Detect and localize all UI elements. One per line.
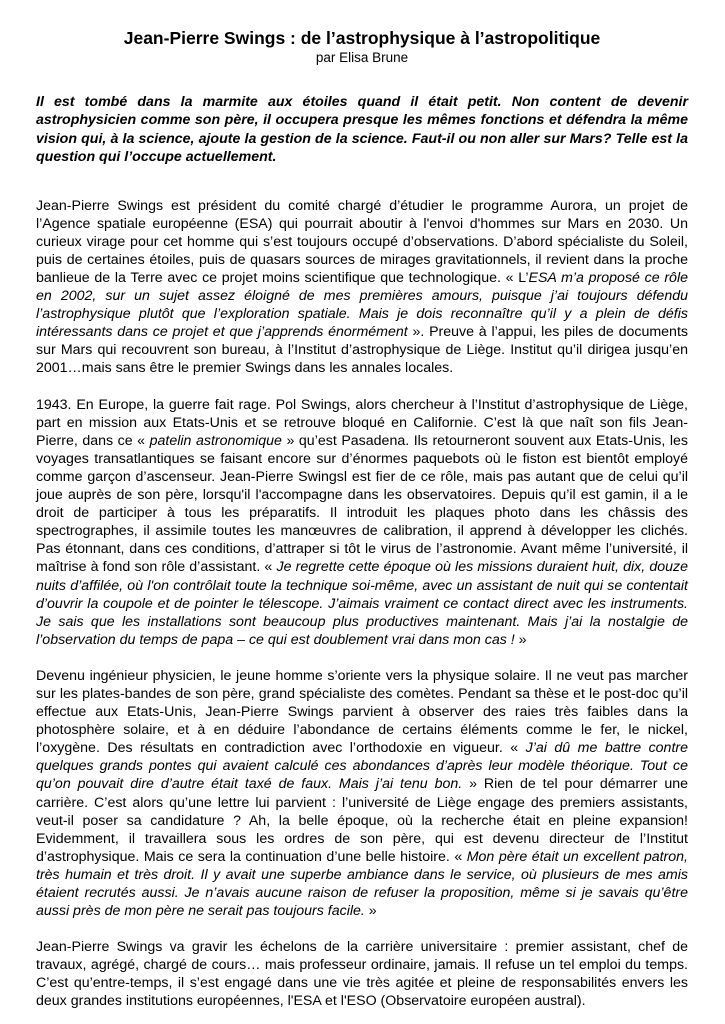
paragraph-1-text-c: ». Preuve à l’appui, les piles de documents sur Mars qui recouvrent son bureau, à l’Institut d’astrophysique de Liège. Institut qu’il dirigea jusqu’en 2001…mais sans être le premier Swings dans les annales locales.: [36, 324, 688, 377]
article-title: Jean-Pierre Swings : de l’astrophysique à l’astropolitique: [123, 28, 601, 48]
paragraph-2-quote: Je regrette cette époque où les missions duraient huit, dix, douze nuits d’affilée, où l'on contrôlait toute la technique soi-même, avec un assistant de nuit qui se contentait d’ouvrir la coupole et de pointer le télescope. J’aimais vraiment ce contact direct avec les instruments. Je sais que les installations sont beaucoup plus productives maintenant. Mais j’ai la nostalgie de l’observation du temps de papa – ce qui est doublement vrai dans mon cas !: [36, 559, 688, 648]
paragraph-1-quote: ESA m’a proposé ce rôle en 2002, sur un sujet assez éloigné de mes premières amours, puisque j’ai toujours défendu l’astrophysique plutôt que l’exploration spatiale. Mais je dois reconnaître qu’il y a plein de défis intéressants dans ce projet et que j’apprends énormément: [36, 270, 688, 341]
paragraph-1: [36, 197, 688, 378]
article-byline: par Elisa Brune: [315, 50, 409, 65]
paragraph-1-text-a: Jean-Pierre Swings est président du comité chargé d’étudier le programme Aurora, un projet de l’Agence spatiale européenne (ESA) qui pourrait aboutir à l'envoi d'hommes sur Mars en 2030. Un curieux virage pour cet homme qui s’est toujours occupé d’observations. D’abord spécialiste du Soleil, puis de certaines étoiles, puis de quasars sources de mirages gravitationnels, il revient dans la proche banlieue de la Terre avec ce projet moins scientifique que technologique. « L’: [36, 197, 688, 286]
document-page: [36, 28, 688, 1011]
paragraph-2-text-c: » qu’est Pasadena. Ils retourneront souvent aux Etats-Unis, les voyages transatlantiques se faisant encore sur d’énormes paquebots où le fiston est bientôt employé comme garçon d’ascenseur. Jean-Pierre Swingsl est fier de ce rôle, mais pas autant que de celui qu’il joue auprès de son père, lorsqu'il l'accompagne dans les observatoires. Depuis qu’il est gamin, il a le droit de participer à tous les préparatifs. Il introduit les plaques photo dans les châssis des spectrographes, il assimile toutes les manœuvres de calibration, il apprend à développer les clichés. Pas étonnant, dans ces conditions, d’attraper si tôt le virus de l’astronomie. Avant même l’université, il maîtrise à fond son rôle d’assistant. «: [36, 432, 688, 576]
paragraph-2-text-a: 1943. En Europe, la guerre fait rage. Pol Swings, alors chercheur à l’Institut d’astrophysique de Liège, part en mission aux Etats-Unis et se retrouve bloqué en Californie. C’est là que naît son fils Jean-Pierre, dans ce «: [36, 396, 688, 449]
paragraph-2-italic-b: patelin astronomique: [149, 432, 282, 449]
paragraph-3-text-a: Devenu ingénieur physicien, le jeune homme s’oriente vers la physique solaire. Il ne veut pas marcher sur les plates-bandes de son père, grand spécialiste des comètes. Pendant sa thèse et le post-doc qu’il effectue aux Etats-Unis, Jean-Pierre Swings parvient à observer des raies très faibles dans la photosphère solaire, et à en déduire l’abondance de certains éléments comme le fer, le nickel, l’oxygène. Des résultats en contradiction avec l’orthodoxie en vigueur. «: [36, 667, 688, 757]
paragraph-3-quote-2: Mon père était un excellent patron, très humain et très droit. Il y avait une superbe ambiance dans le service, où plusieurs de mes amis étaient recrutés aussi. Je n’avais aucune raison de refuser la proposition, même si je savais qu’être aussi près de mon père ne serait pas toujours facile.: [36, 848, 688, 920]
article-lede: Il est tombé dans la marmite aux étoiles quand il était petit. Non content de devenir astrophysicien comme son père, il occupera presque les mêmes fonctions et défendra la même vision qui, à la science, ajoute la gestion de la science. Faut-il ou non aller sur Mars? Telle est la question qui l’occupe actuellement.: [36, 94, 688, 166]
paragraph-4: Jean-Pierre Swings va gravir les échelons de la carrière universitaire : premier assistant, chef de travaux, agrégé, chargé de cours… mais professeur ordinaire, jamais. Il refuse un tel emploi du temps. C’est qu’entre-temps, il s’est engagé dans une vie très agitée et pleine de responsabilités envers les deux grandes institutions européennes, l'ESA et l'ESO (Observatoire européen austral).: [36, 939, 688, 1010]
paragraph-3: [36, 667, 688, 920]
paragraph-3-text-c: » Rien de tel pour démarrer une carrière. C’est alors qu’une lettre lui parvient : l’université de Liège engage des premiers assistants, veut-il poser sa candidature ? Ah, la belle époque, où la recherche était en pleine expansion! Evidemment, il travaillera sous les ordres de son père, qui est devenu directeur de l’Institut d’astrophysique. Mais ce sera la continuation d’une belle histoire. «: [36, 776, 688, 865]
paragraph-3-quote-1: J’ai dû me battre contre quelques grands pontes qui avaient calculé ces abondances d’après leur modèle théorique. Tout ce qu’on pouvait dire d’autre était taxé de faux. Mais j’ai tenu bon.: [36, 740, 688, 793]
paragraph-3-text-e: »: [364, 903, 377, 920]
paragraph-2-text-e: »: [514, 631, 527, 648]
paragraph-2: [36, 396, 688, 649]
